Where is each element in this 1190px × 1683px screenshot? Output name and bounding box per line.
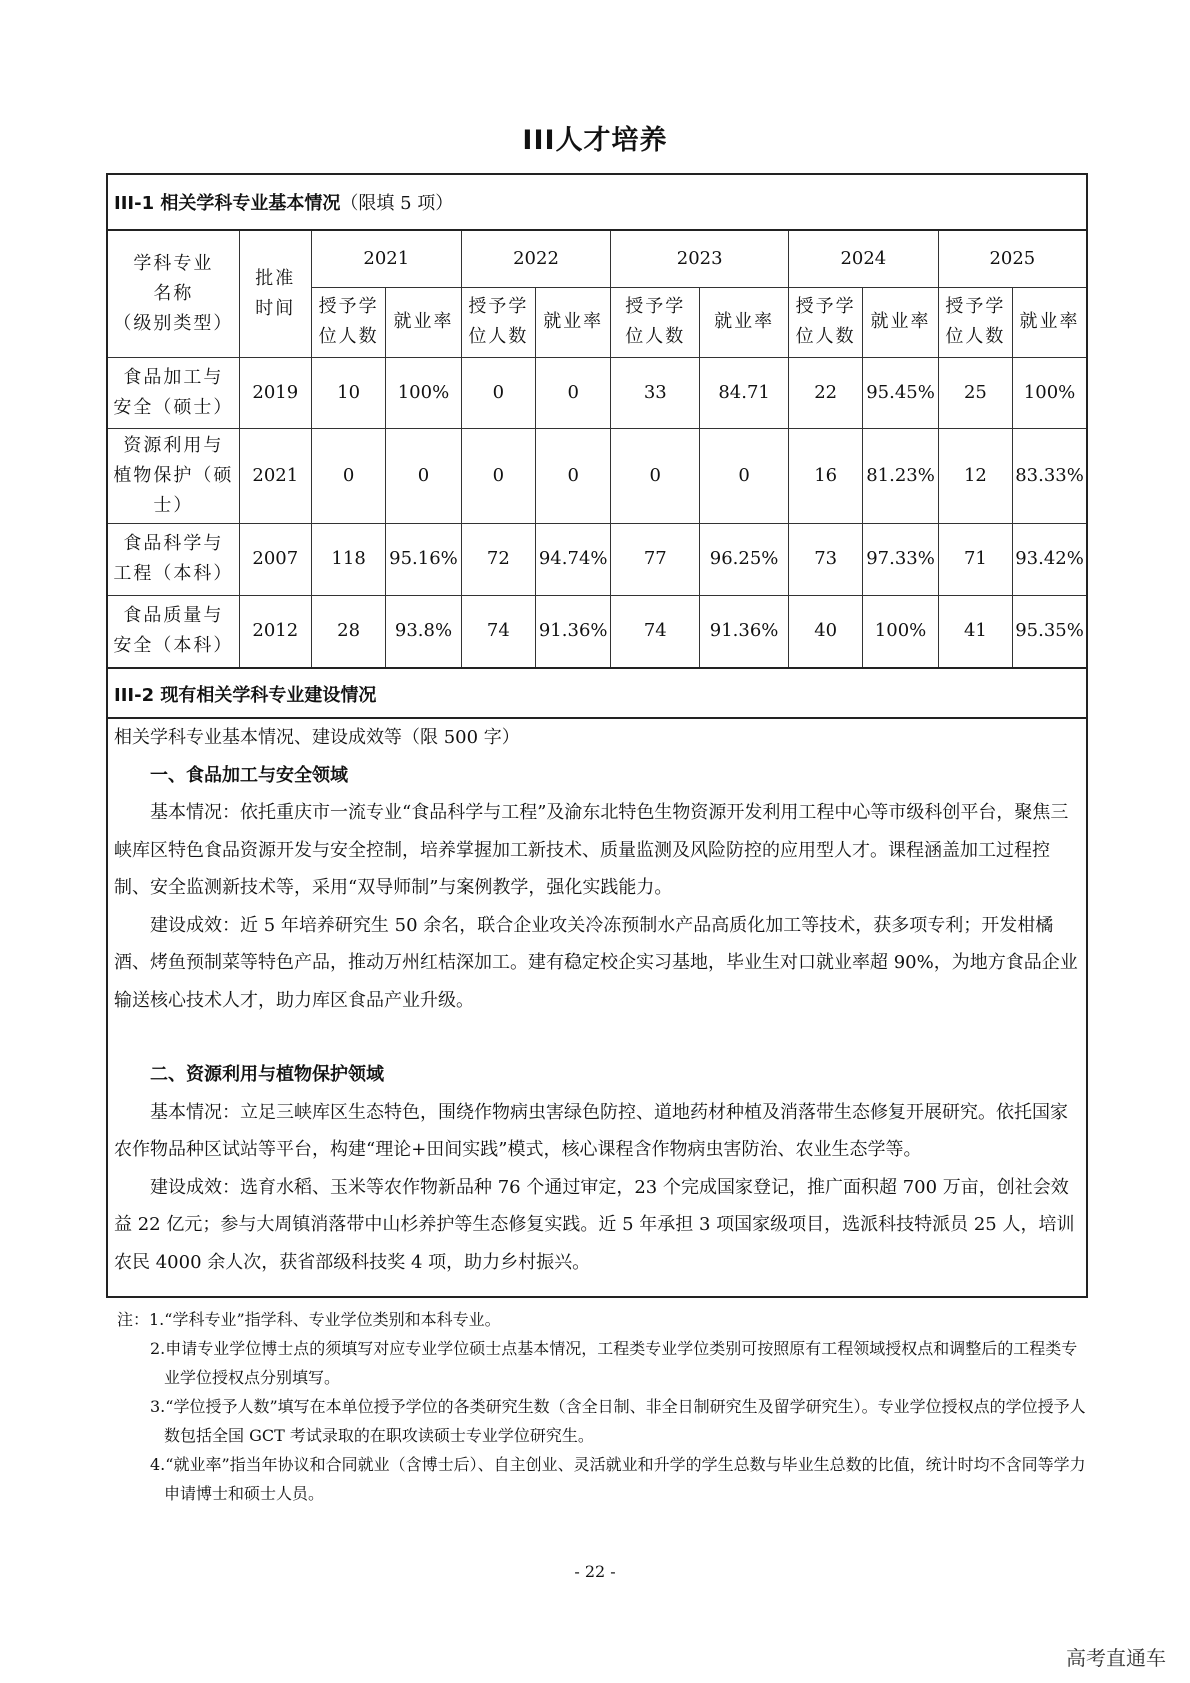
table-cell: 22 xyxy=(789,357,863,428)
header-year: 2024 xyxy=(789,231,939,287)
table-cell: 83.33% xyxy=(1013,428,1086,523)
table-cell: 25 xyxy=(938,357,1012,428)
header-major: 学科专业 名称 （级别类型） xyxy=(108,231,239,357)
table-cell: 74 xyxy=(611,595,700,667)
footnote: 4.“就业率”指当年协议和合同就业（含博士后）、自主创业、灵活就业和升学的学生总数与毕业生总数的比值，统计时均不含同等学力申请博士和硕士人员。 xyxy=(150,1455,1086,1503)
table-cell: 0 xyxy=(461,357,535,428)
header-employment-rate: 就业率 xyxy=(386,287,461,357)
paragraph: 建设成效：近 5 年培养研究生 50 余名，联合企业攻关冷冻预制水产品高质化加工等技术，获多项专利；开发柑橘酒、烤鱼预制菜等特色产品，推动万州红桔深加工。建有稳定校企实习基地，毕业生对口就业率超 90%，为地方食品企业输送核心技术人才，助力库区食品产业升级。 xyxy=(114,914,1078,1011)
majors-table xyxy=(108,231,1086,667)
table-cell: 16 xyxy=(789,428,863,523)
table-cell: 41 xyxy=(938,595,1012,667)
major-name: 食品加工与 安全（硕士） xyxy=(108,357,239,428)
footnotes xyxy=(117,1305,1092,1508)
table-cell: 72 xyxy=(461,523,535,595)
table-cell: 0 xyxy=(611,428,700,523)
page-title: III人才培养 xyxy=(522,125,668,156)
section2-intro: 相关学科专业基本情况、建设成效等（限 500 字） xyxy=(114,727,520,748)
table-cell: 28 xyxy=(311,595,385,667)
major-name: 食品科学与 工程（本科） xyxy=(108,523,239,595)
table-cell: 100% xyxy=(386,357,461,428)
subheading-food: 一、食品加工与安全领域 xyxy=(150,764,348,786)
header-year: 2023 xyxy=(611,231,789,287)
form-frame xyxy=(106,173,1088,1298)
table-cell: 118 xyxy=(311,523,385,595)
table-cell: 0 xyxy=(536,357,611,428)
header-employment-rate: 就业率 xyxy=(700,287,789,357)
table-cell: 73 xyxy=(789,523,863,595)
table-cell: 95.16% xyxy=(386,523,461,595)
table-cell: 81.23% xyxy=(863,428,938,523)
section2-title: III-2 现有相关学科专业建设情况 xyxy=(114,685,377,706)
footnote: 注：1.“学科专业”指学科、专业学位类别和本科专业。 xyxy=(117,1310,501,1329)
section2-header xyxy=(108,667,1086,719)
footnote: 3.“学位授予人数”填写在本单位授予学位的各类研究生数（含全日制、非全日制研究生及留学研究生）。专业学位授权点的学位授予人数包括全国 GCT 考试录取的在职攻读硕士专业学位研究生。 xyxy=(150,1397,1086,1445)
paragraph: 基本情况：依托重庆市一流专业“食品科学与工程”及渝东北特色生物资源开发利用工程中心等市级科创平台，聚焦三峡库区特色食品资源开发与安全控制，培养掌握加工新技术、质量监测及风险防控的应用型人才。课程涵盖加工过程控制、安全监测新技术等，采用“双导师制”与案例教学，强化实践能力。 xyxy=(114,802,1069,898)
footnote: 2.申请专业学位博士点的须填写对应专业学位硕士点基本情况，工程类专业学位类别可按照原有工程领域授权点和调整后的工程类专业学位授权点分别填写。 xyxy=(150,1339,1078,1387)
header-employment-rate: 就业率 xyxy=(536,287,611,357)
table-cell: 84.71 xyxy=(700,357,789,428)
header-degree-count: 授予学 位人数 xyxy=(611,287,700,357)
approval-time: 2019 xyxy=(239,357,311,428)
table-cell: 100% xyxy=(1013,357,1086,428)
table-cell: 0 xyxy=(536,428,611,523)
approval-time: 2012 xyxy=(239,595,311,667)
table-cell: 12 xyxy=(938,428,1012,523)
table-row xyxy=(108,357,1086,428)
header-year: 2021 xyxy=(311,231,461,287)
table-cell: 93.8% xyxy=(386,595,461,667)
header-degree-count: 授予学 位人数 xyxy=(938,287,1012,357)
table-cell: 77 xyxy=(611,523,700,595)
table-row xyxy=(108,428,1086,523)
table-cell: 95.45% xyxy=(863,357,938,428)
table-row xyxy=(108,523,1086,595)
header-degree-count: 授予学 位人数 xyxy=(789,287,863,357)
approval-time: 2021 xyxy=(239,428,311,523)
table-cell: 91.36% xyxy=(700,595,789,667)
table-cell: 0 xyxy=(386,428,461,523)
table-cell: 10 xyxy=(311,357,385,428)
section1-title: III-1 相关学科专业基本情况 xyxy=(114,193,341,214)
table-header-row xyxy=(108,231,1086,287)
table-cell: 100% xyxy=(863,595,938,667)
major-name: 食品质量与 安全（本科） xyxy=(108,595,239,667)
page-number: - 22 - xyxy=(574,1562,616,1581)
major-name: 资源利用与 植物保护（硕 士） xyxy=(108,428,239,523)
header-employment-rate: 就业率 xyxy=(863,287,938,357)
subheading-plant: 二、资源利用与植物保护领域 xyxy=(150,1064,384,1085)
section2-body xyxy=(108,719,1086,1281)
table-cell: 96.25% xyxy=(700,523,789,595)
header-degree-count: 授予学 位人数 xyxy=(311,287,385,357)
table-cell: 0 xyxy=(311,428,385,523)
header-degree-count: 授予学 位人数 xyxy=(461,287,535,357)
header-approval-time: 批准 时间 xyxy=(239,231,311,357)
table-cell: 97.33% xyxy=(863,523,938,595)
table-row xyxy=(108,595,1086,667)
table-cell: 40 xyxy=(789,595,863,667)
section1-note: （限填 5 项） xyxy=(340,193,454,214)
table-cell: 71 xyxy=(938,523,1012,595)
paragraph: 基本情况：立足三峡库区生态特色，围绕作物病虫害绿色防控、道地药材种植及消落带生态修复开展研究。依托国家农作物品种区试站等平台，构建“理论+田间实践”模式，核心课程含作物病虫害防治、农业生态学等。 xyxy=(114,1101,1068,1160)
table-cell: 94.74% xyxy=(536,523,611,595)
watermark: 高考直通车 xyxy=(1066,1646,1166,1670)
table-cell: 0 xyxy=(461,428,535,523)
section1-header xyxy=(108,175,1086,231)
table-cell: 33 xyxy=(611,357,700,428)
table-cell: 0 xyxy=(700,428,789,523)
table-cell: 95.35% xyxy=(1013,595,1086,667)
header-year: 2022 xyxy=(461,231,611,287)
table-cell: 74 xyxy=(461,595,535,667)
approval-time: 2007 xyxy=(239,523,311,595)
table-cell: 93.42% xyxy=(1013,523,1086,595)
paragraph: 建设成效：选育水稻、玉米等农作物新品种 76 个通过审定，23 个完成国家登记，推广面积超 700 万亩，创社会效益 22 亿元；参与大周镇消落带中山杉养护等生态修复实践。近 5 年承担 3 项国家级项目，选派科技特派员 25 人，培训农民 4000 余人次，获省部级科技奖 4 项，助力乡村振兴。 xyxy=(114,1176,1075,1273)
table-cell: 91.36% xyxy=(536,595,611,667)
header-year: 2025 xyxy=(938,231,1086,287)
header-employment-rate: 就业率 xyxy=(1013,287,1086,357)
